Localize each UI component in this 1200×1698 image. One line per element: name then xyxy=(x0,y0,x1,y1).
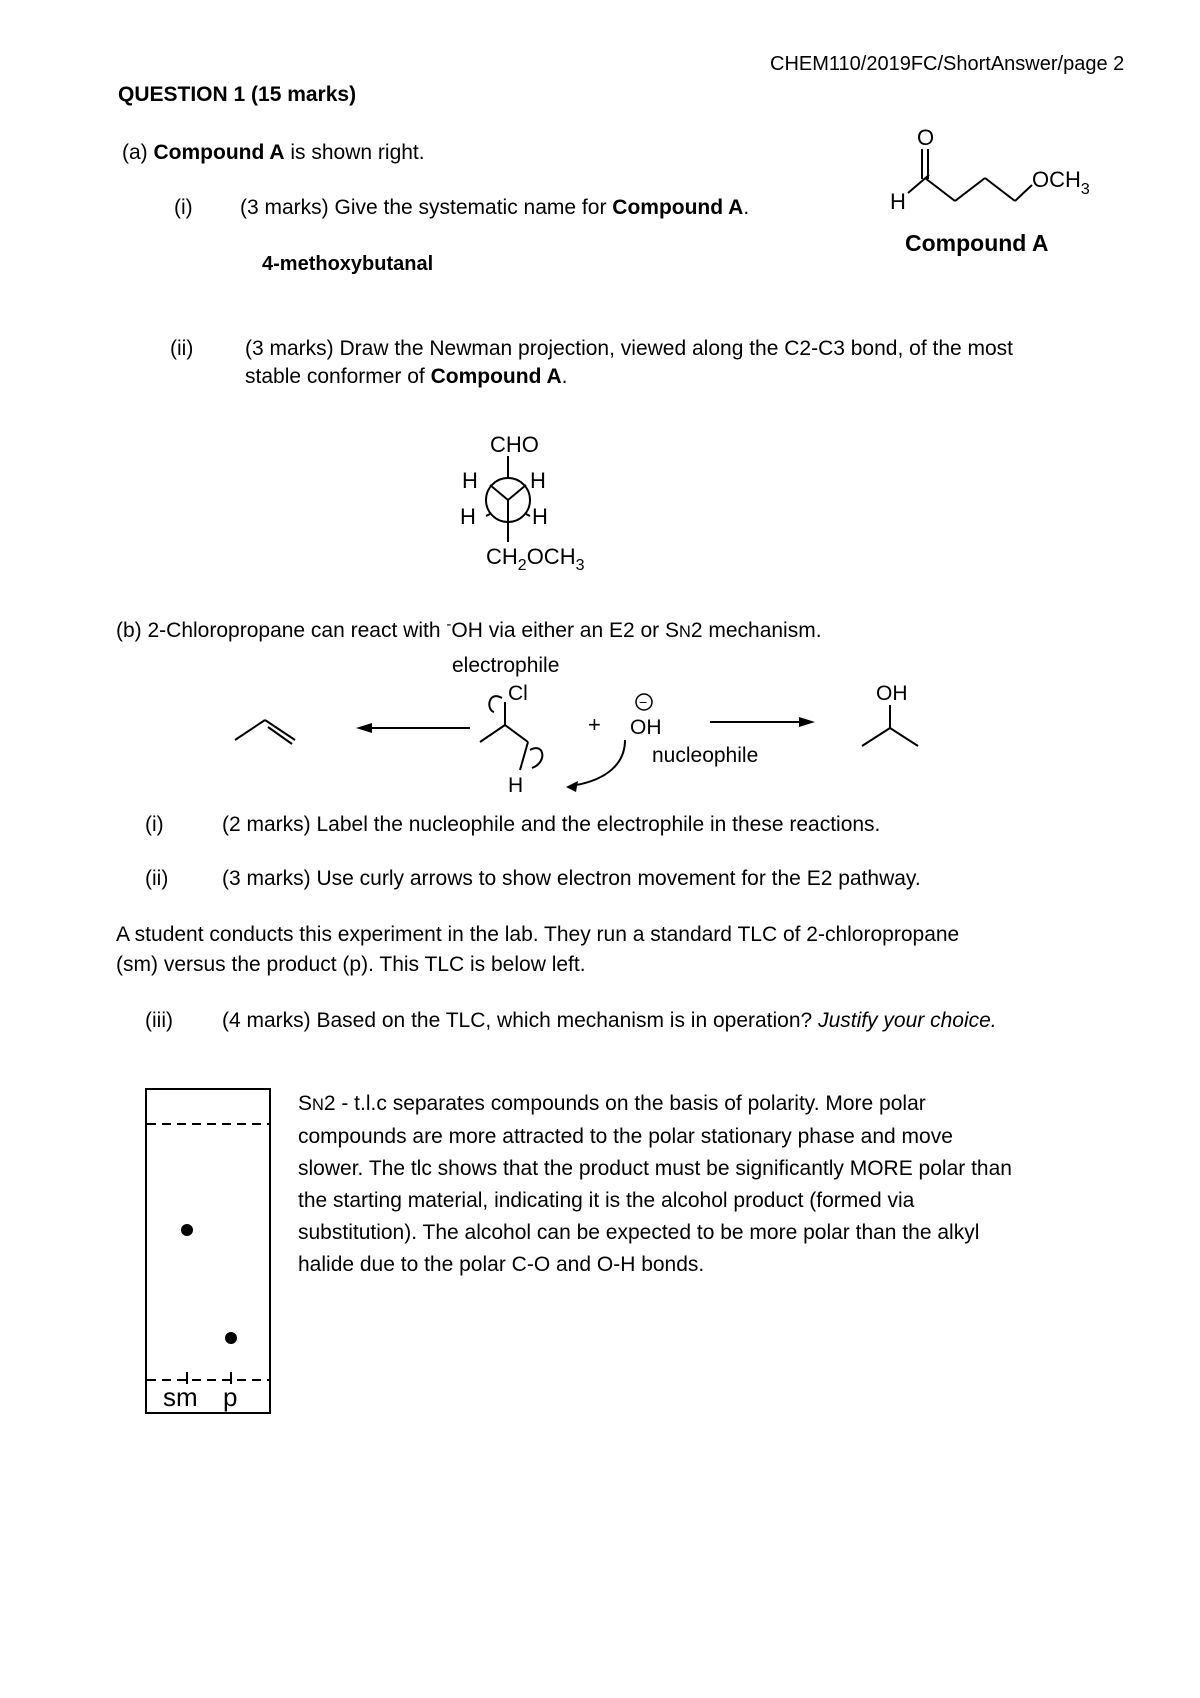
part-b-intro xyxy=(116,618,822,643)
compound-a-caption: Compound A xyxy=(905,230,1049,256)
answer-systematic-name: 4-methoxybutanal xyxy=(262,253,434,275)
hydroxide-oh: OH xyxy=(630,716,662,739)
part-a-ii-line1: (3 marks) Draw the Newman projection, viewed along the C2-C3 bond, of the most xyxy=(245,337,1014,360)
part-b-ii-number: (ii) xyxy=(145,867,169,890)
newman-front-bond-ul xyxy=(490,485,508,500)
e2-arrow-head xyxy=(356,723,372,733)
part-b-text-mid: OH via either an E2 or S xyxy=(451,619,679,642)
part-b-iii-text: (4 marks) Based on the TLC, which mechanism is in operation? xyxy=(222,1009,819,1032)
answer-line-1: SN2 - t.l.c separates compounds on the basis of polarity. More polar xyxy=(298,1092,926,1115)
part-b-i-text: (2 marks) Label the nucleophile and the electrophile in these reactions. xyxy=(222,813,881,836)
group-och3: $OCH_3$ xyxy=(1032,167,1090,198)
part-a-i-bold: Compound A xyxy=(612,196,744,219)
newman-back-bond-ll xyxy=(486,514,490,516)
answer-iii xyxy=(298,1088,1012,1281)
part-a-i-number: (i) xyxy=(174,196,193,219)
newman-bonds xyxy=(486,456,530,542)
newman-h-lower-left: H xyxy=(460,504,476,529)
newman-projection xyxy=(440,430,640,580)
page-reference: CHEM110/2019FC/ShortAnswer/page 2 xyxy=(770,53,1125,75)
curly-arrow-ch xyxy=(530,748,542,768)
compound-a-structure xyxy=(860,125,1120,265)
newman-h-upper-right: H xyxy=(530,468,546,493)
c-ch2-bond xyxy=(505,725,528,742)
question-title: QUESTION 1 (15 marks) xyxy=(118,83,357,106)
spot-p xyxy=(225,1332,237,1344)
compound-a-bonds xyxy=(908,149,1032,201)
student-line-2: (sm) versus the product (p). This TLC is below left. xyxy=(116,953,586,976)
part-a-ii-line2-bold: Compound A xyxy=(430,365,562,388)
c-h-bond xyxy=(520,742,528,770)
h-atom: H xyxy=(508,774,524,797)
part-b-i-number: (i) xyxy=(145,813,164,836)
atom-h: H xyxy=(890,189,906,214)
curly-arrow-oh-h xyxy=(570,740,625,786)
chloropropane-structure xyxy=(480,696,625,786)
newman-front-bond-ur xyxy=(508,485,526,500)
reaction-scheme xyxy=(230,650,970,800)
curly-arrow-head xyxy=(566,781,578,792)
bond-c1-c2 xyxy=(925,178,955,201)
answer-line-3: slower. The tlc shows that the product must be significantly MORE polar than xyxy=(298,1157,1012,1180)
curly-arrow-cl xyxy=(489,696,502,712)
c-ch3-bond xyxy=(480,725,505,742)
tlc-plate-border xyxy=(146,1089,270,1413)
newman-h-lower-right: H xyxy=(532,504,548,529)
part-b-sub-n: N xyxy=(679,623,691,641)
bond-c2-c3 xyxy=(955,178,985,201)
tlc-plate xyxy=(145,1088,275,1418)
part-a-ii-line2-end: . xyxy=(561,365,568,388)
answer-line-5: substitution). The alcohol can be expected to be more polar than the alkyl xyxy=(298,1221,980,1244)
compound-a-ref: Compound A xyxy=(153,141,285,164)
bond-c4-o xyxy=(1015,185,1032,201)
part-b-iii-number: (iii) xyxy=(145,1009,173,1032)
lane-label-p: p xyxy=(223,1382,238,1412)
part-a-ii-line2 xyxy=(245,364,567,389)
part-a-intro xyxy=(122,140,425,165)
cl-atom: Cl xyxy=(508,682,528,705)
plus-sign: + xyxy=(588,712,601,737)
electrophile-label: electrophile xyxy=(452,654,560,677)
part-a-label: (a) xyxy=(122,141,148,164)
part-b-text-pre: (b) 2-Chloropropane can react with xyxy=(116,619,447,642)
part-b-sup-minus: - xyxy=(446,616,452,633)
part-a-i-end: . xyxy=(743,196,750,219)
part-a-ii-number: (ii) xyxy=(170,337,194,360)
part-b-iii-question xyxy=(222,1008,997,1033)
part-a-i-text: (3 marks) Give the systematic name for xyxy=(240,196,613,219)
answer-line-4: the starting material, indicating it is the alcohol product (formed via xyxy=(298,1189,915,1212)
propene-bond-1 xyxy=(235,720,265,740)
answer-line-6: halide due to the polar C-O and O-H bonds. xyxy=(298,1253,705,1276)
newman-back-bond-lr xyxy=(526,514,530,516)
part-a-i-question xyxy=(240,195,749,220)
part-b-text-end: 2 mechanism. xyxy=(690,619,822,642)
sn2-arrow-head xyxy=(799,717,815,727)
newman-h-upper-left: H xyxy=(462,468,478,493)
propene-bond-2 xyxy=(265,720,295,740)
nucleophile-label: nucleophile xyxy=(652,744,759,767)
negative-charge-sign: − xyxy=(639,694,648,710)
newman-bottom-ch2och3: $CH_2OCH_3$ xyxy=(486,544,585,574)
c-ch3a-bond xyxy=(862,728,890,746)
part-b-ii-text: (3 marks) Use curly arrows to show electron movement for the E2 pathway. xyxy=(222,867,921,890)
atom-o: O xyxy=(917,125,935,150)
spot-sm xyxy=(181,1224,193,1236)
isopropanol-structure xyxy=(862,705,918,746)
part-b-iii-italic: Justify your choice. xyxy=(818,1009,997,1032)
part-a-ii-line2-pre: stable conformer of xyxy=(245,365,431,388)
product-oh: OH xyxy=(876,682,908,705)
newman-top-cho: CHO xyxy=(490,432,539,457)
answer-line-2: compounds are more attracted to the polar stationary phase and move xyxy=(298,1125,953,1148)
bond-c3-c4 xyxy=(985,178,1015,201)
student-line-1: A student conducts this experiment in the lab. They run a standard TLC of 2-chloropropane xyxy=(116,923,960,946)
lane-label-sm: sm xyxy=(163,1382,198,1412)
part-a-intro-rest: is shown right. xyxy=(284,141,425,164)
propene-structure xyxy=(235,720,295,744)
c-ch3b-bond xyxy=(890,728,918,746)
